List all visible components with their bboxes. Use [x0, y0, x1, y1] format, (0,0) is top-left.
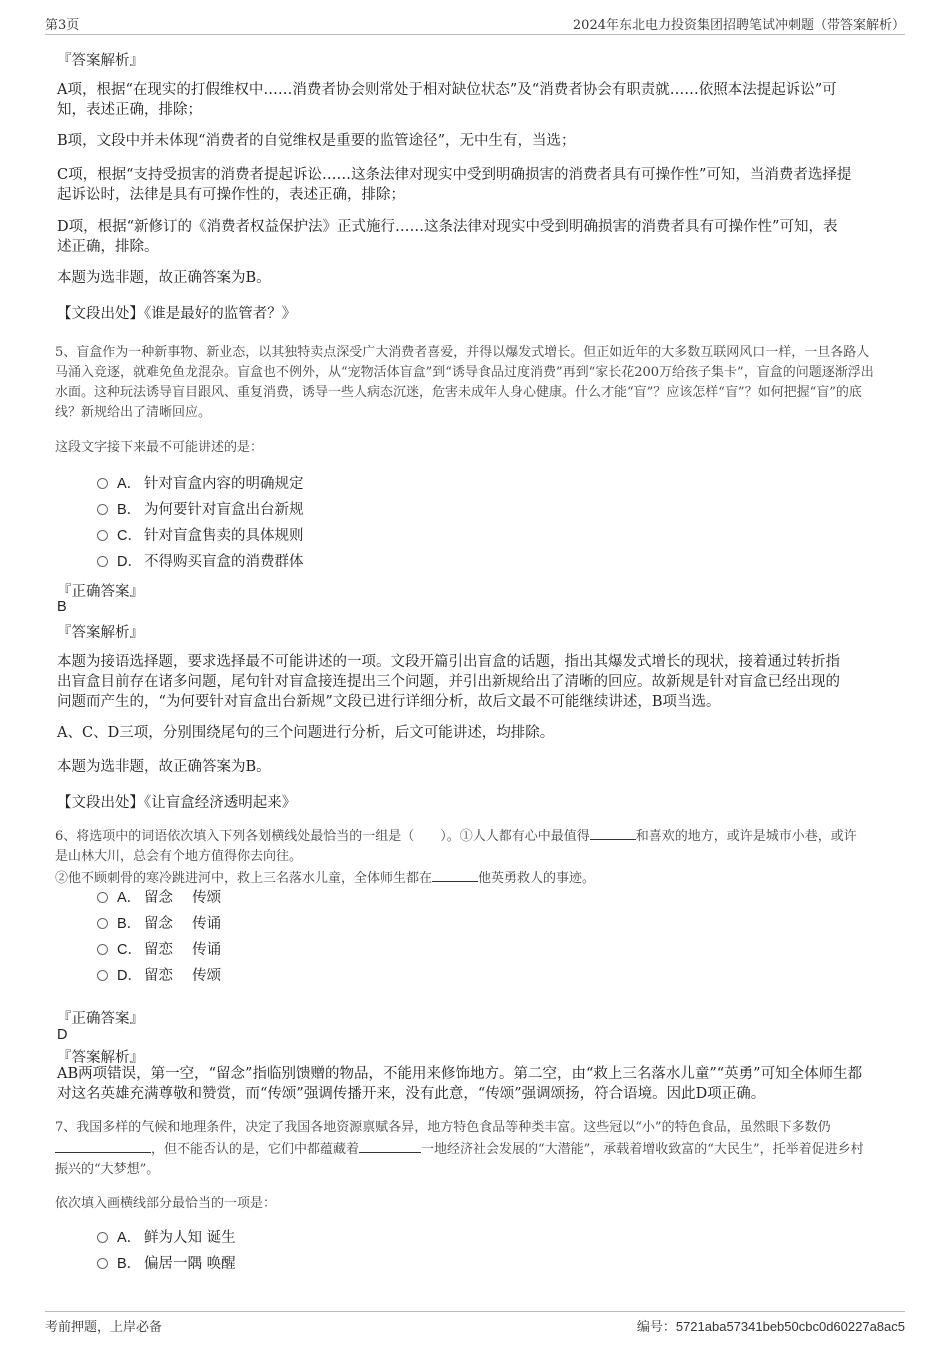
q4-analysis-b: B项，文段中并未体现“消费者的自觉维权是重要的监管途径”，无中生有，当选； [57, 133, 576, 149]
document-title: 2024年东北电力投资集团招聘笔试冲刺题（带答案解析） [572, 18, 905, 33]
q4-analysis-a: A项，根据“在现实的打假维权中……消费者协会则常处于相对缺位状态”及“消费者协会有职责就……依照本法提起诉讼”可 知，表述正确，排除； [57, 82, 837, 118]
q6-option-a[interactable]: A． 留念 传颂 [97, 888, 221, 908]
q5-answer: B [57, 599, 67, 615]
radio-icon[interactable] [97, 970, 108, 981]
q7-option-b[interactable]: B． 偏居一隅 唤醒 [97, 1254, 236, 1274]
q7-option-a[interactable]: A． 鲜为人知 诞生 [97, 1228, 236, 1248]
page-number: 第3页 [45, 18, 80, 33]
q6-answer: D [57, 1027, 68, 1043]
q7-question: 7、我国多样的气候和地理条件，决定了我国各地资源禀赋各异，地方特色食品等种类丰富。这些冠以“小”的特色食品，虽然眼下多数仍 ，但不能否认的是，它们中都蕴藏着 一地经济社会发展的“大潜能”，承载着增收致富的“大民生”，托举着促进乡村 振兴的“大梦想”。 [55, 1120, 864, 1177]
q5-explanation: 本题为接语选择题，要求选择最不可能讲述的一项。文段开篇引出盲盒的话题，指出其爆发式增长的现状，接着通过转折指 出盲盒目前存在诸多问题，尾句针对盲盒接连提出三个问题，并引出新规给出了清晰的回应。故新规是针对盲盒已经出现的 问题而产生的，“为何要针对盲盒出台新规”文段已进行详细分析，故后文最不可能继续讲述，B项当选。 [57, 654, 840, 710]
answer-label: 『正确答案』 [57, 584, 144, 600]
q6-option-d[interactable]: D． 留恋 传颂 [97, 966, 221, 986]
answer-label: 『正确答案』 [57, 1011, 144, 1027]
radio-icon[interactable] [97, 530, 108, 541]
radio-icon[interactable] [97, 478, 108, 489]
fill-blank [590, 825, 636, 840]
radio-icon[interactable] [97, 1232, 108, 1243]
q5-prompt: 这段文字接下来最不可能讲述的是： [55, 440, 264, 455]
q4-source: 【文段出处】《谁是最好的监管者？》 [57, 306, 297, 322]
footer-motto: 考前押题，上岸必备 [45, 1320, 163, 1335]
q5-conclusion: 本题为选非题，故正确答案为B。 [57, 759, 271, 775]
q5-option-a[interactable]: A． 针对盲盒内容的明确规定 [97, 474, 304, 494]
q6-explanation: AB两项错误，第一空，“留念”指临别馈赠的物品，不能用来修饰地方。第二空，由“救上三名落水儿童”“英勇”可知全体师生都 对这名英雄充满尊敬和赞赏，而“传颂”强调传播开来，没有此意，“传颂”强调颂扬，符合语境。因此D项正确。 [57, 1066, 863, 1102]
fill-blank [432, 867, 478, 882]
analysis-label: 『答案解析』 [57, 625, 144, 641]
q5-source: 【文段出处】《让盲盒经济透明起来》 [57, 795, 297, 811]
fill-blank [55, 1138, 151, 1153]
radio-icon[interactable] [97, 944, 108, 955]
radio-icon[interactable] [97, 504, 108, 515]
document-code: 编号：5721aba57341beb50cbc0d60227a8ac5 [636, 1319, 905, 1335]
q4-analysis-d: D项，根据“新修订的《消费者权益保护法》正式施行……这条法律对现实中受到明确损害的消费者具有可操作性”可知，表 述正确，排除。 [57, 219, 838, 255]
q5-option-c[interactable]: C． 针对盲盒售卖的具体规则 [97, 526, 304, 546]
q4-analysis-c: C项，根据“支持受损害的消费者提起诉讼……这条法律对现实中受到明确损害的消费者具有可操作性”可知，当消费者选择提 起诉讼时，法律是具有可操作性的，表述正确，排除； [57, 167, 852, 203]
q6-option-c[interactable]: C． 留恋 传诵 [97, 940, 221, 960]
page-header [45, 14, 905, 35]
page-footer [45, 1311, 905, 1338]
analysis-label: 『答案解析』 [57, 1050, 144, 1066]
radio-icon[interactable] [97, 556, 108, 567]
q5-option-b[interactable]: B． 为何要针对盲盒出台新规 [97, 500, 304, 520]
q7-prompt: 依次填入画横线部分最恰当的一项是： [55, 1196, 277, 1211]
radio-icon[interactable] [97, 1258, 108, 1269]
q5-passage: 5、盲盒作为一种新事物、新业态，以其独特卖点深受广大消费者喜爱，并得以爆发式增长。但正如近年的大多数互联网风口一样，一旦各路人 马涌入竞逐，就难免鱼龙混杂。盲盒也不例外，从“宠物活体盲盒”到“诱导食品过度消费”再到“家长花200万给孩子集卡”，盲盒的问题逐渐浮出 水面。这种玩法诱导盲目跟风、重复消费，诱导一些人病态沉迷，危害未成年人身心健康。什么才能“盲”？应该怎样“盲”？如何把握“盲”的底 线？新规给出了清晰回应。 [55, 345, 874, 420]
q4-conclusion: 本题为选非题，故正确答案为B。 [57, 270, 271, 286]
analysis-label: 『答案解析』 [57, 53, 144, 69]
q6-option-b[interactable]: B． 留念 传诵 [97, 914, 221, 934]
radio-icon[interactable] [97, 918, 108, 929]
radio-icon[interactable] [97, 892, 108, 903]
q6-question: 6、将选项中的词语依次填入下列各划横线处最恰当的一组是（ ）。①人人都有心中最值得 和喜欢的地方，或许是城市小巷，或许 是山林大川，总会有个地方值得你去向往。 ②他不顾刺骨的寒冷跳进河中，救上三名落水儿童，全体师生都在 他英勇救人的事迹。 [55, 825, 857, 889]
q5-explanation-acd: A、C、D三项，分别围绕尾句的三个问题进行分析，后文可能讲述，均排除。 [57, 725, 555, 741]
q5-option-d[interactable]: D． 不得购买盲盒的消费群体 [97, 552, 304, 572]
fill-blank [359, 1138, 421, 1153]
